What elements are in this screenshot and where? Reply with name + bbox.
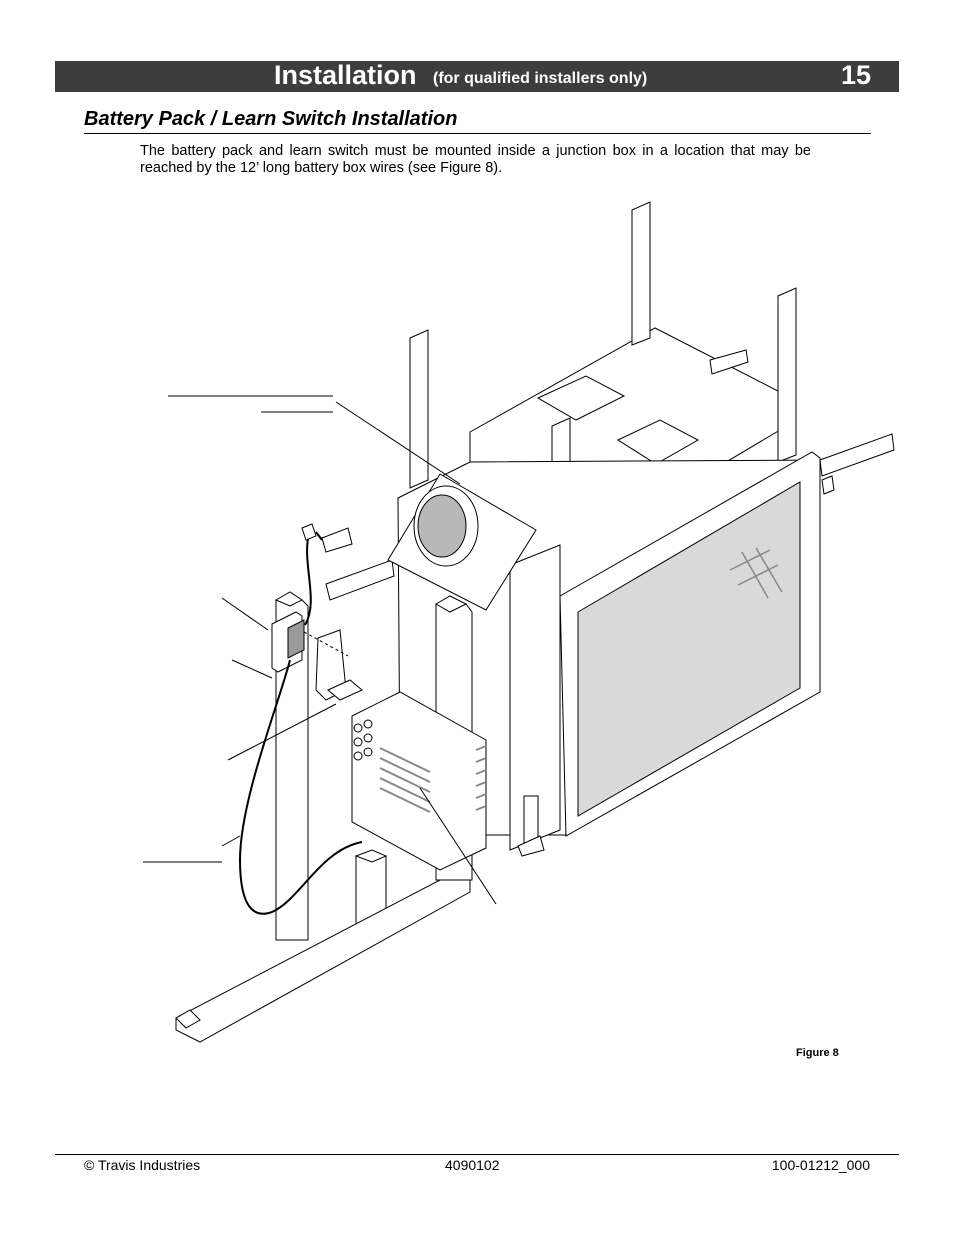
- standoff-strap: [410, 330, 428, 488]
- footer-part-number: 100-01212_000: [771, 1157, 870, 1173]
- nailing-flange: [326, 560, 394, 600]
- footer-divider: [55, 1154, 899, 1155]
- standoff-strap: [632, 202, 650, 345]
- footer-copyright: © Travis Industries: [84, 1157, 201, 1173]
- wire-connector: [322, 528, 352, 552]
- page-number: 15: [840, 60, 871, 90]
- intro-paragraph: The battery pack and learn switch must be mounted inside a junction box in a location that may be reached by the 12’ long battery box wires (see Figure 8).: [140, 143, 811, 176]
- standoff-strap: [778, 288, 796, 462]
- section-heading: Battery Pack / Learn Switch Installation: [84, 108, 458, 130]
- page-subtitle: (for qualified installers only): [433, 70, 648, 87]
- wire-connector: [302, 524, 316, 540]
- footer-doc-number: 4090102: [445, 1157, 500, 1173]
- page-title: Installation: [274, 60, 417, 90]
- bottom-beam: [176, 880, 470, 1042]
- figure-caption: Figure 8: [796, 1047, 839, 1059]
- nailing-flange: [820, 434, 894, 476]
- nailing-flange: [822, 476, 834, 494]
